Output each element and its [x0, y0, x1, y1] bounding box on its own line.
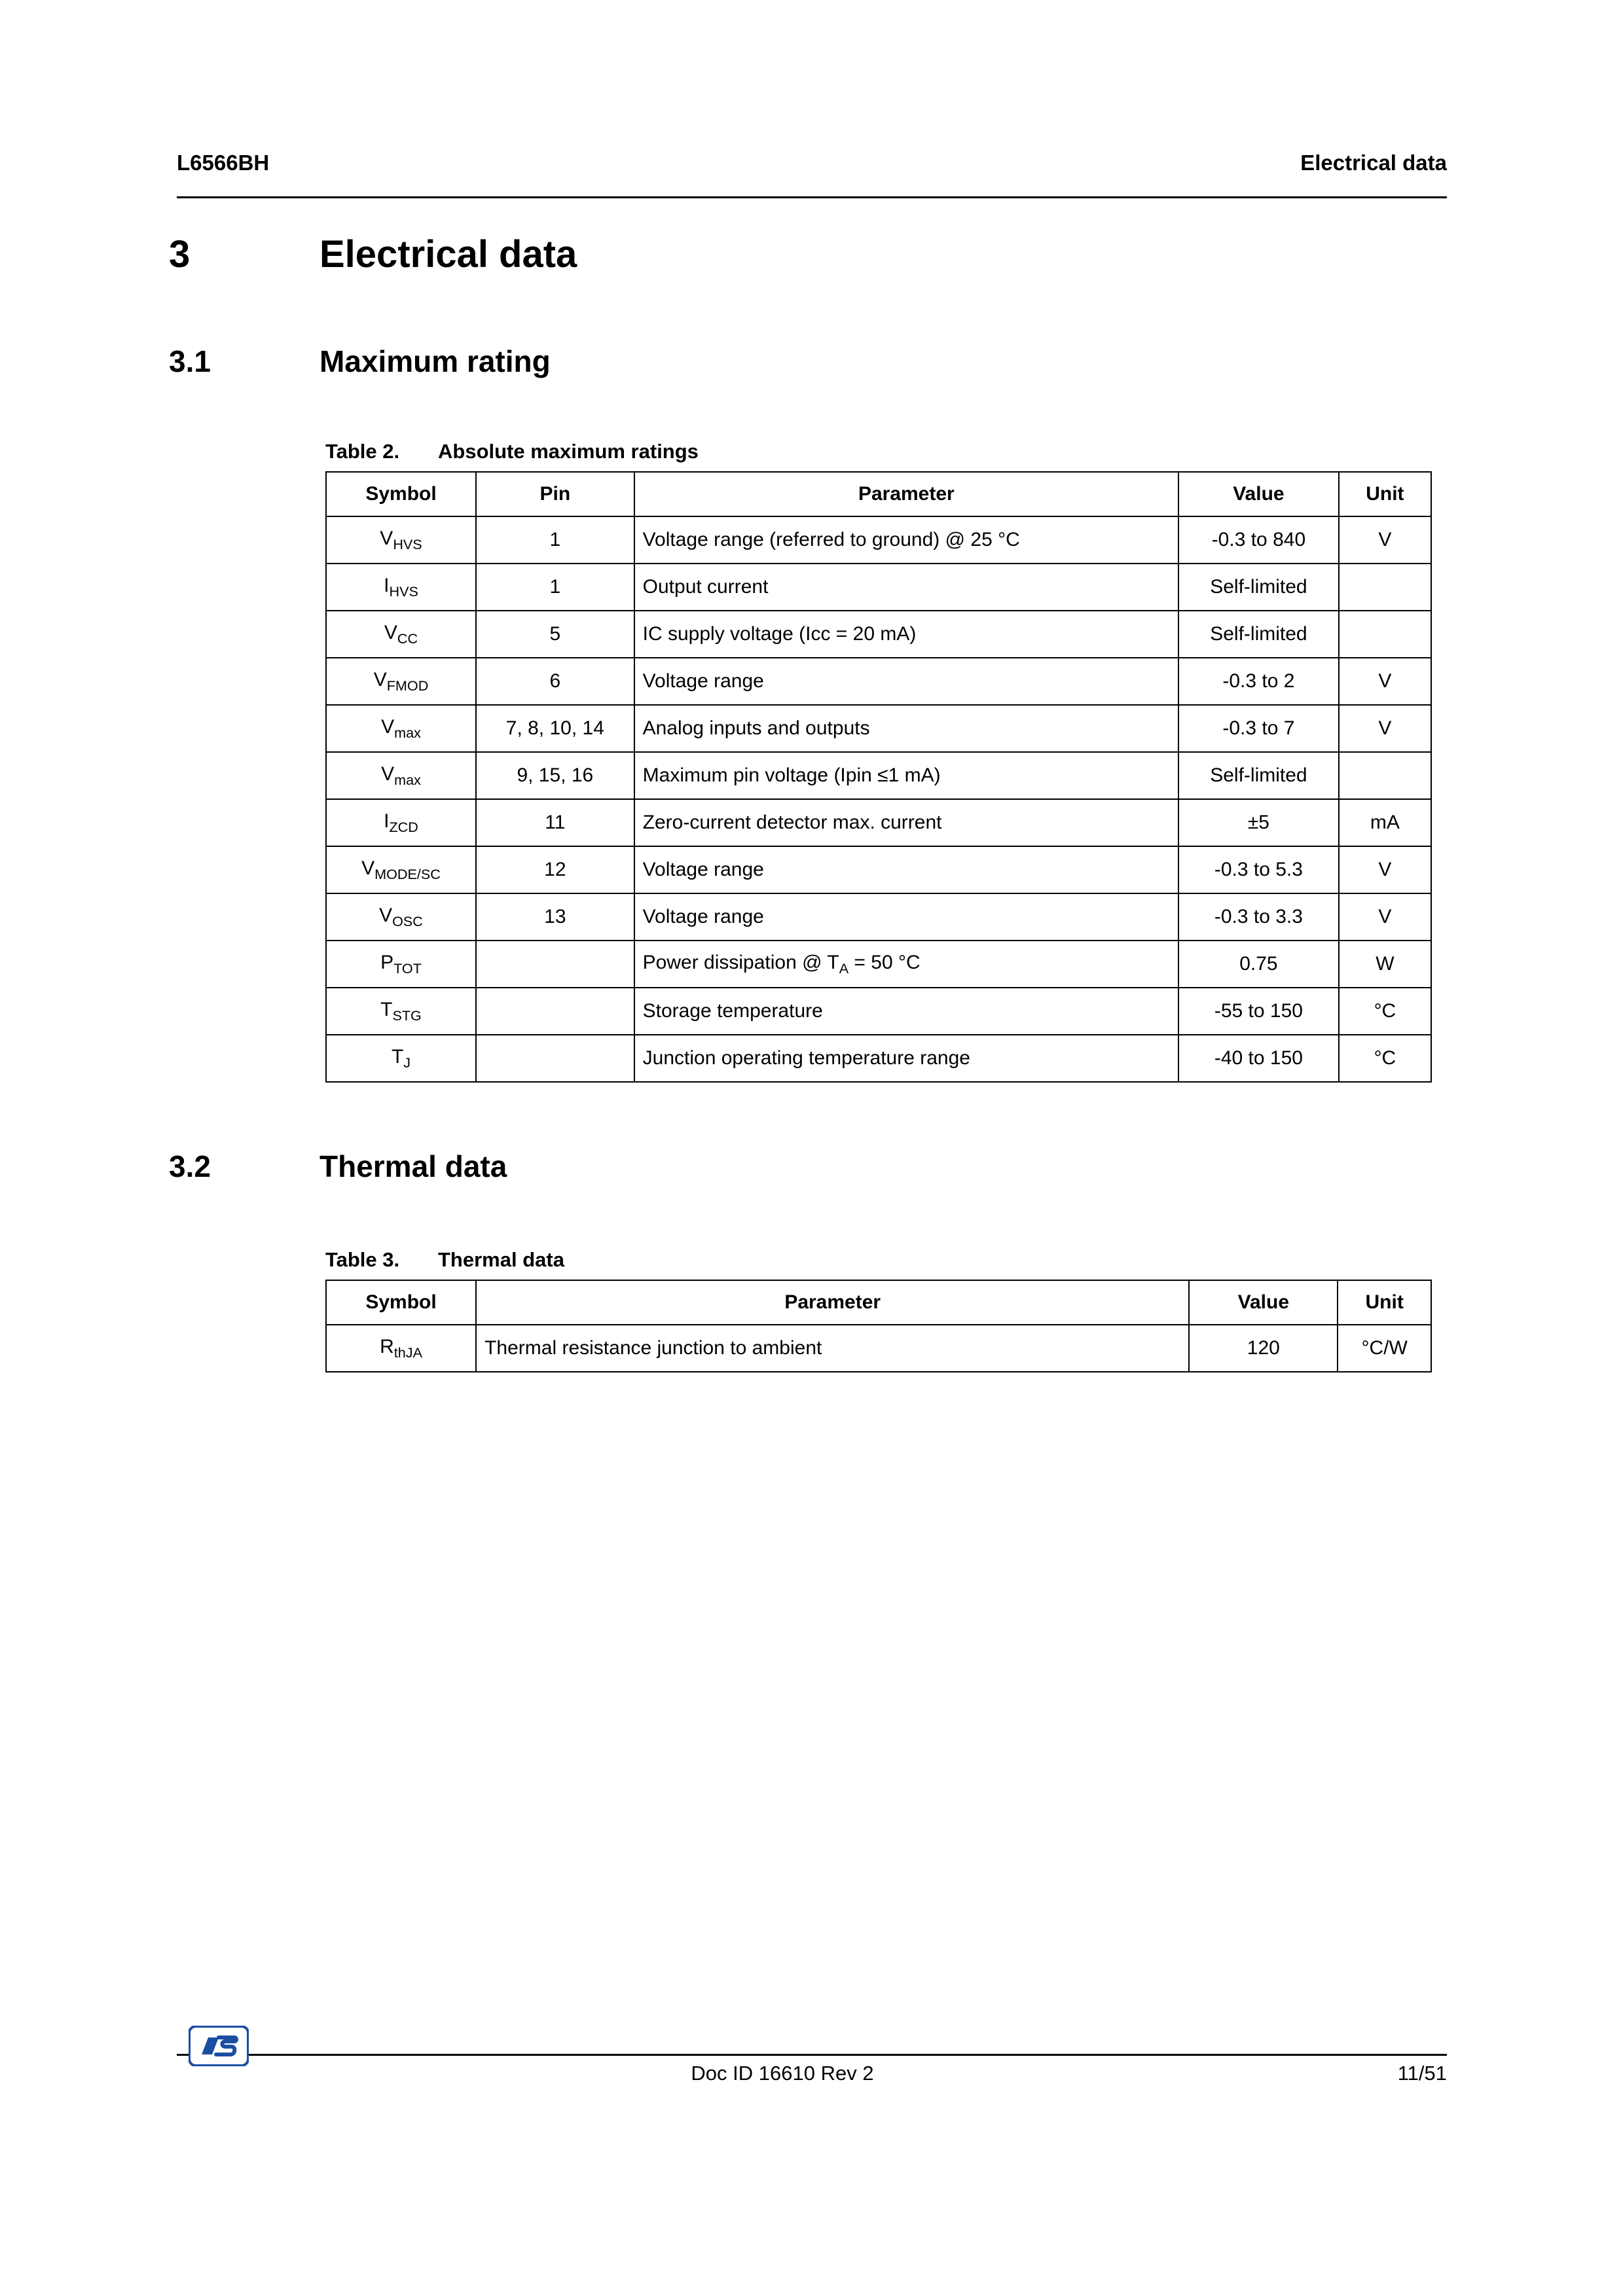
footer-doc-id: Doc ID 16610 Rev 2: [691, 2062, 874, 2085]
cell-symbol: [326, 611, 476, 658]
cell-value: -0.3 to 3.3: [1178, 893, 1339, 941]
table-row: [326, 611, 1431, 658]
cell-unit: [1339, 564, 1431, 611]
cell-pin: 12: [476, 846, 634, 893]
cell-value: 0.75: [1178, 941, 1339, 988]
subsection-number: 3.1: [169, 344, 211, 378]
symbol-main: V: [380, 527, 393, 549]
symbol-sub: max: [394, 724, 421, 741]
symbol-sub: J: [403, 1054, 411, 1071]
symbol-main: P: [380, 951, 394, 973]
cell-symbol: [326, 1035, 476, 1082]
column-header-unit: Unit: [1338, 1280, 1431, 1325]
cell-unit: °C/W: [1338, 1325, 1431, 1372]
table-row: [326, 846, 1431, 893]
table2-caption-label: Table 2.: [325, 440, 400, 463]
cell-parameter: Voltage range: [634, 846, 1178, 893]
footer-page-number: 11/51: [1397, 2062, 1447, 2085]
cell-parameter: Output current: [634, 564, 1178, 611]
cell-pin: 6: [476, 658, 634, 705]
cell-value: ±5: [1178, 799, 1339, 846]
symbol-main: V: [379, 904, 393, 926]
cell-value: -55 to 150: [1178, 988, 1339, 1035]
cell-pin: 5: [476, 611, 634, 658]
table-row: [326, 516, 1431, 564]
table-row: [326, 564, 1431, 611]
cell-value: -0.3 to 840: [1178, 516, 1339, 564]
column-header-value: Value: [1189, 1280, 1338, 1325]
cell-unit: °C: [1339, 1035, 1431, 1082]
cell-parameter: IC supply voltage (Icc = 20 mA): [634, 611, 1178, 658]
symbol-sub: thJA: [393, 1344, 422, 1361]
cell-unit: V: [1339, 516, 1431, 564]
table-header-row: [326, 1280, 1431, 1325]
page-header: [177, 151, 1447, 175]
cell-symbol: [326, 893, 476, 941]
column-header-symbol: Symbol: [326, 1280, 476, 1325]
page-footer: [177, 2062, 1447, 2085]
thermal-data-table: [325, 1280, 1432, 1372]
section-title: Electrical data: [319, 233, 577, 276]
symbol-sub: STG: [392, 1007, 422, 1024]
symbol-main: I: [384, 574, 390, 596]
cell-unit: [1339, 611, 1431, 658]
cell-parameter: Voltage range (referred to ground) @ 25 °C: [634, 516, 1178, 564]
parameter-suffix: = 50 °C: [848, 951, 921, 973]
column-header-pin: Pin: [476, 472, 634, 516]
footer-divider: [177, 2054, 1447, 2056]
cell-parameter: Analog inputs and outputs: [634, 705, 1178, 752]
column-header-parameter: Parameter: [476, 1280, 1189, 1325]
cell-value: Self-limited: [1178, 564, 1339, 611]
subsection-number: 3.2: [169, 1149, 211, 1183]
symbol-main: V: [381, 715, 395, 738]
cell-value: -40 to 150: [1178, 1035, 1339, 1082]
cell-pin: [476, 941, 634, 988]
cell-value: -0.3 to 2: [1178, 658, 1339, 705]
cell-unit: V: [1339, 705, 1431, 752]
symbol-main: I: [384, 810, 390, 832]
cell-symbol: [326, 846, 476, 893]
symbol-main: V: [384, 621, 397, 643]
symbol-main: T: [380, 998, 393, 1020]
cell-value: -0.3 to 7: [1178, 705, 1339, 752]
symbol-sub: TOT: [393, 960, 422, 977]
table3-caption: [325, 1248, 564, 1272]
symbol-sub: max: [394, 771, 421, 788]
table-header-row: [326, 472, 1431, 516]
symbol-main: T: [391, 1045, 404, 1067]
cell-pin: 11: [476, 799, 634, 846]
symbol-sub: HVS: [389, 583, 418, 600]
table-row: [326, 893, 1431, 941]
cell-parameter: Voltage range: [634, 893, 1178, 941]
symbol-sub: FMOD: [386, 677, 429, 694]
cell-symbol: [326, 516, 476, 564]
section-number: 3: [169, 233, 191, 276]
section-heading-thermal-data: [169, 1149, 1446, 1184]
table-row: [326, 799, 1431, 846]
absolute-maximum-ratings-table: [325, 471, 1432, 1083]
cell-symbol: [326, 752, 476, 799]
cell-unit: V: [1339, 658, 1431, 705]
table-row: [326, 941, 1431, 988]
table3-caption-label: Table 3.: [325, 1248, 400, 1271]
cell-symbol: [326, 564, 476, 611]
table-row: [326, 705, 1431, 752]
cell-pin: 7, 8, 10, 14: [476, 705, 634, 752]
table-row: [326, 658, 1431, 705]
column-header-symbol: Symbol: [326, 472, 476, 516]
table-row: [326, 988, 1431, 1035]
cell-pin: [476, 988, 634, 1035]
cell-parameter: Zero-current detector max. current: [634, 799, 1178, 846]
cell-parameter: Thermal resistance junction to ambient: [476, 1325, 1189, 1372]
cell-unit: mA: [1339, 799, 1431, 846]
section-heading-electrical-data: [169, 232, 1446, 276]
cell-symbol: [326, 988, 476, 1035]
cell-symbol: [326, 1325, 476, 1372]
cell-pin: 1: [476, 516, 634, 564]
symbol-main: V: [361, 857, 375, 879]
symbol-sub: CC: [397, 630, 418, 647]
column-header-value: Value: [1178, 472, 1339, 516]
cell-unit: V: [1339, 893, 1431, 941]
cell-unit: [1339, 752, 1431, 799]
header-product-name: L6566BH: [177, 151, 270, 175]
column-header-unit: Unit: [1339, 472, 1431, 516]
cell-symbol: [326, 941, 476, 988]
header-section-name: Electrical data: [1300, 151, 1447, 175]
cell-parameter: Maximum pin voltage (Ipin ≤1 mA): [634, 752, 1178, 799]
symbol-sub: HVS: [393, 535, 422, 552]
table2-caption: [325, 440, 699, 463]
cell-pin: 1: [476, 564, 634, 611]
cell-pin: 13: [476, 893, 634, 941]
column-header-parameter: Parameter: [634, 472, 1178, 516]
cell-pin: 9, 15, 16: [476, 752, 634, 799]
table-row: [326, 1035, 1431, 1082]
symbol-sub: MODE/SC: [374, 865, 441, 882]
symbol-main: V: [381, 762, 395, 785]
cell-symbol: [326, 658, 476, 705]
cell-value: Self-limited: [1178, 752, 1339, 799]
cell-parameter: [634, 941, 1178, 988]
table3-caption-title: Thermal data: [438, 1248, 564, 1271]
cell-parameter: Junction operating temperature range: [634, 1035, 1178, 1082]
cell-parameter: Storage temperature: [634, 988, 1178, 1035]
cell-value: Self-limited: [1178, 611, 1339, 658]
parameter-prefix: Power dissipation @ T: [642, 951, 839, 973]
symbol-main: R: [380, 1335, 394, 1357]
cell-unit: V: [1339, 846, 1431, 893]
table2-caption-title: Absolute maximum ratings: [438, 440, 699, 463]
cell-unit: °C: [1339, 988, 1431, 1035]
symbol-sub: ZCD: [389, 818, 418, 835]
cell-parameter: Voltage range: [634, 658, 1178, 705]
symbol-sub: OSC: [392, 912, 423, 929]
cell-symbol: [326, 705, 476, 752]
cell-pin: [476, 1035, 634, 1082]
cell-symbol: [326, 799, 476, 846]
cell-value: 120: [1189, 1325, 1338, 1372]
table-row: [326, 752, 1431, 799]
cell-value: -0.3 to 5.3: [1178, 846, 1339, 893]
subsection-title: Thermal data: [319, 1149, 507, 1183]
table-row: [326, 1325, 1431, 1372]
cell-unit: W: [1339, 941, 1431, 988]
subsection-title: Maximum rating: [319, 344, 551, 378]
section-heading-maximum-rating: [169, 344, 1446, 379]
parameter-sub: A: [839, 960, 849, 977]
symbol-main: V: [373, 668, 387, 691]
header-divider: [177, 196, 1447, 198]
